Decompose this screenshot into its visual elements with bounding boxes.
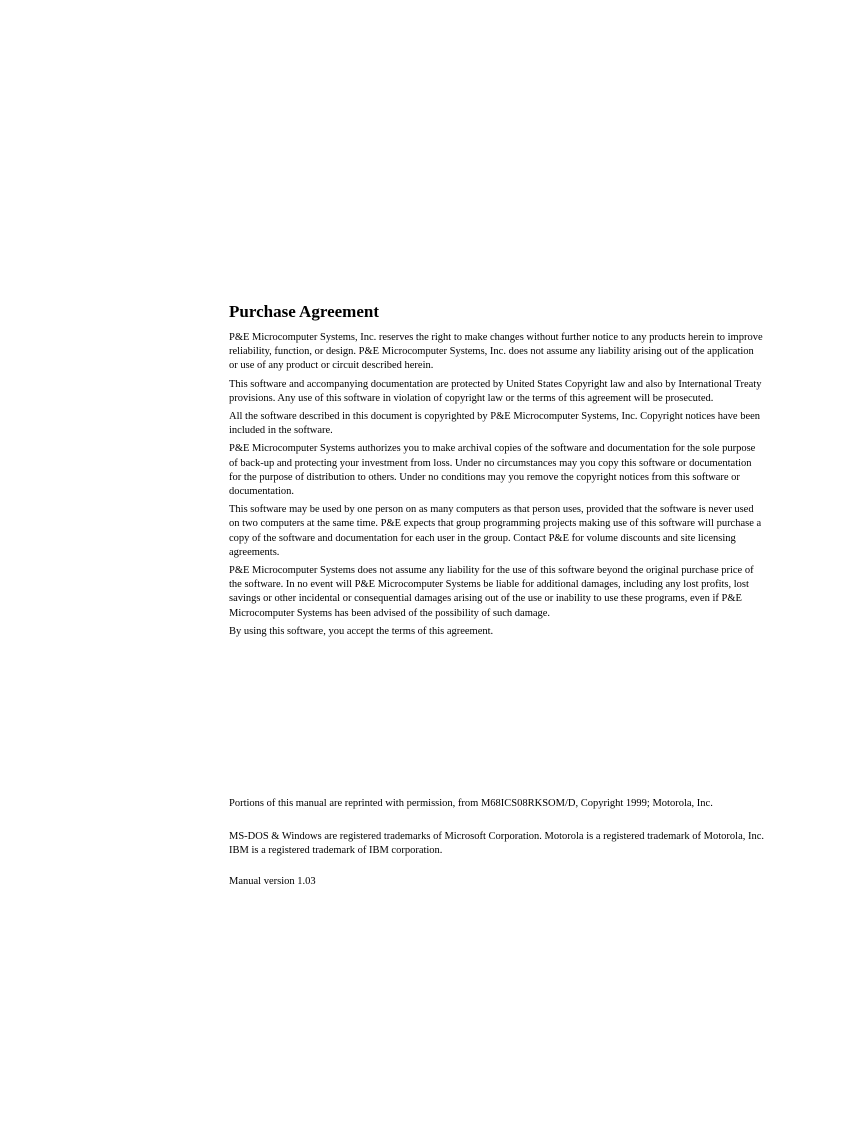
paragraph-copyright-notices: All the software described in this document is copyrighted by P&E Microcomputer Systems, Inc. Copyright notices have been included in the software. — [229, 411, 761, 437]
paragraph-liability: P&E Microcomputer Systems does not assume any liability for the use of this software beyond the original purchase price of the software. In no event will P&E Microcomputer Systems be liable for additional damages, including any lost profits, lost savings or other incidental or consequential damages arising out of the use or inability to use these programs, even if P&E Microcomputer Systems has been advised of the possibility of such damage. — [229, 565, 754, 619]
paragraph-changes-notice: P&E Microcomputer Systems, Inc. reserves the right to make changes without further notice to any products herein to improve reliability, function, or design. P&E Microcomputer Systems, Inc. does not assume any liability arising out of the application or use of any product or circuit described herein. — [229, 332, 763, 372]
footer-notes — [229, 797, 765, 889]
paragraph-copyright-protection: This software and accompanying documentation are protected by United States Copyright law and also by International Treaty provisions. Any use of this software in violation of copyright law or the terms of this agreement will be prosecuted. — [229, 378, 762, 404]
trademarks-notice: MS-DOS & Windows are registered trademarks of Microsoft Corporation. Motorola is a registered trademark of Motorola, Inc. IBM is a registered trademark of IBM corporation. — [229, 831, 765, 857]
paragraph-single-user-license: This software may be used by one person on as many computers as that person uses, provided that the software is never used on two computers at the same time. P&E expects that group programming projects making use of this software will purchase a copy of the software and documentation for each user in the group. Contact P&E for volume discounts and site licensing agreements. — [229, 504, 762, 558]
paragraph-acceptance: By using this software, you accept the terms of this agreement. — [229, 625, 494, 637]
paragraph-archival-copies: P&E Microcomputer Systems authorizes you to make archival copies of the software and documentation for the sole purpose of back-up and protecting your investment from loss. Under no circumstances may you copy this software or documentation for the purpose of distribution to others. Under no conditions may you remove the copyright notices from this software or documentation. — [229, 443, 756, 498]
purchase-agreement-section — [229, 301, 765, 643]
page-title: Purchase Agreement — [229, 302, 379, 321]
manual-version: Manual version 1.03 — [229, 875, 316, 887]
portions-notice: Portions of this manual are reprinted with permission, from M68ICS08RKSOM/D, Copyright 1999; Motorola, Inc. — [229, 798, 713, 809]
